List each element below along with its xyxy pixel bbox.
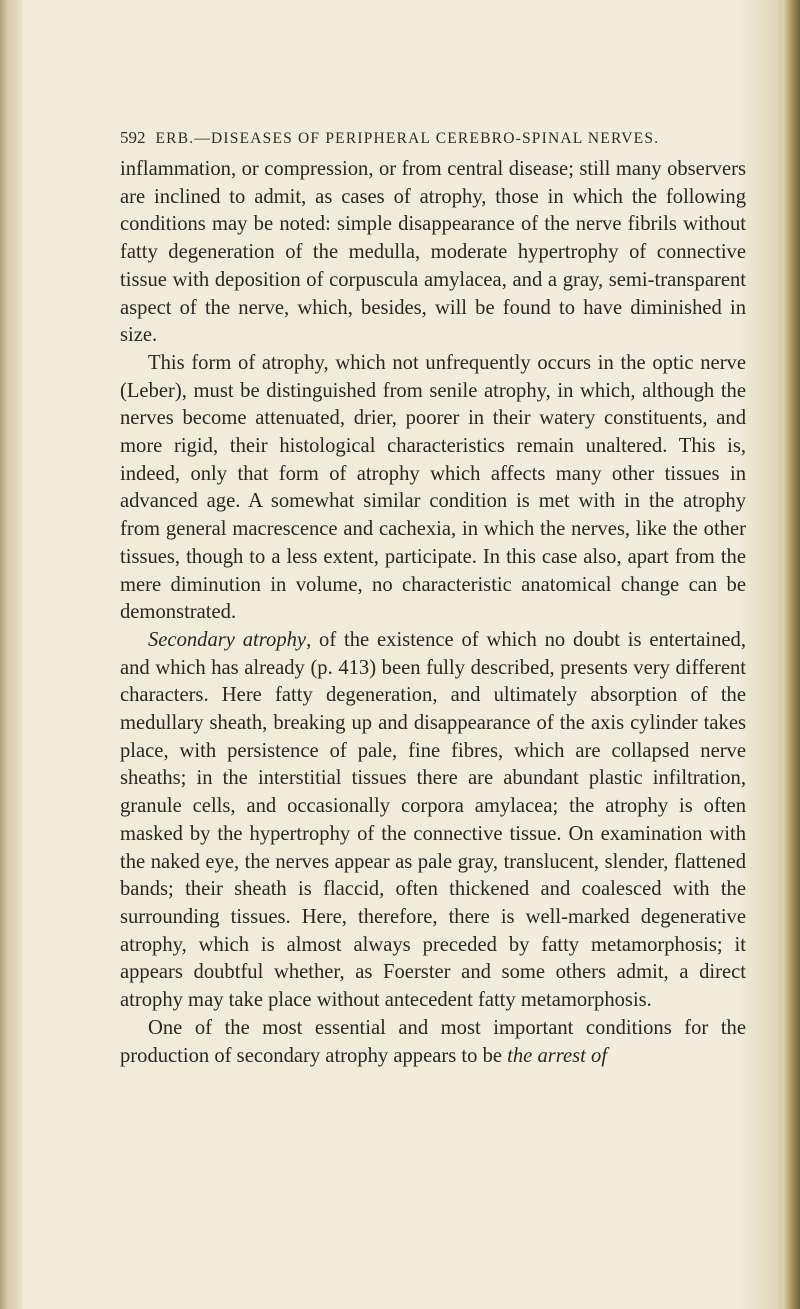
paragraph: [120, 627, 746, 1015]
running-title: ERB.—DISEASES OF PERIPHERAL CEREBRO-SPINAL NERVES.: [155, 130, 660, 147]
paragraph: [120, 1015, 746, 1070]
page-gutter-shadow: [0, 0, 22, 1309]
page-edge-shadow: [782, 0, 800, 1309]
running-header: [120, 128, 740, 148]
body-text: [120, 156, 746, 1070]
text-run: One of the most essential and most important conditions for the production of secondary atrophy appears to be: [120, 1016, 746, 1067]
page-number: 592: [120, 128, 146, 147]
text-run: inflammation, or compression, or from central disease; still many observers are inclined to admit, as cases of atrophy, those in which the following conditions may be noted: simple disappearance of the nerve fibrils without fatty degeneration of the medulla, moderate hypertrophy of connective tissue with deposition of corpuscula amylacea, and a gray, semi-transparent aspect of the nerve, which, besides, will be found to have diminished in size.: [120, 158, 746, 347]
italic-run: Secondary atrophy: [148, 628, 307, 651]
text-run: , of the existence of which no doubt is entertained, and which has already (p. 413) been fully described, presents very different characters. Here fatty degeneration, and ultimately absorption of the medullary sheath, breaking up and disappearance of the axis cylinder takes place, with persistence of pale, fine fibres, which are collapsed nerve sheaths; in the interstitial tissues there are abundant plastic infiltration, granule cells, and occasionally corpora amylacea; the atrophy is often masked by the hypertrophy of the connective tissue. On examination with the naked eye, the nerves appear as pale gray, translucent, slender, flattened bands; their sheath is flaccid, often thickened and coalesced with the surrounding tissues. Here, therefore, there is well-marked degenerative atrophy, which is almost always preceded by fatty metamorphosis; it appears doubtful whether, as Foerster and some others admit, a direct atrophy may take place without antecedent fatty metamorphosis.: [120, 628, 746, 1012]
paragraph: [120, 350, 746, 627]
text-run: This form of atrophy, which not unfrequently occurs in the optic nerve (Leber), must be distinguished from senile atrophy, in which, although the nerves become attenuated, drier, poorer in their watery constituents, and more rigid, their histological characteristics remain unaltered. This is, indeed, only that form of atrophy which affects many other tissues in advanced age. A somewhat similar condition is met with in the atrophy from general macrescence and cachexia, in which the nerves, like the other tissues, though to a less extent, participate. In this case also, apart from the mere diminution in volume, no characteristic anatomical change can be demonstrated.: [120, 351, 746, 624]
paragraph: [120, 156, 746, 350]
italic-run: the arrest of: [507, 1044, 608, 1067]
